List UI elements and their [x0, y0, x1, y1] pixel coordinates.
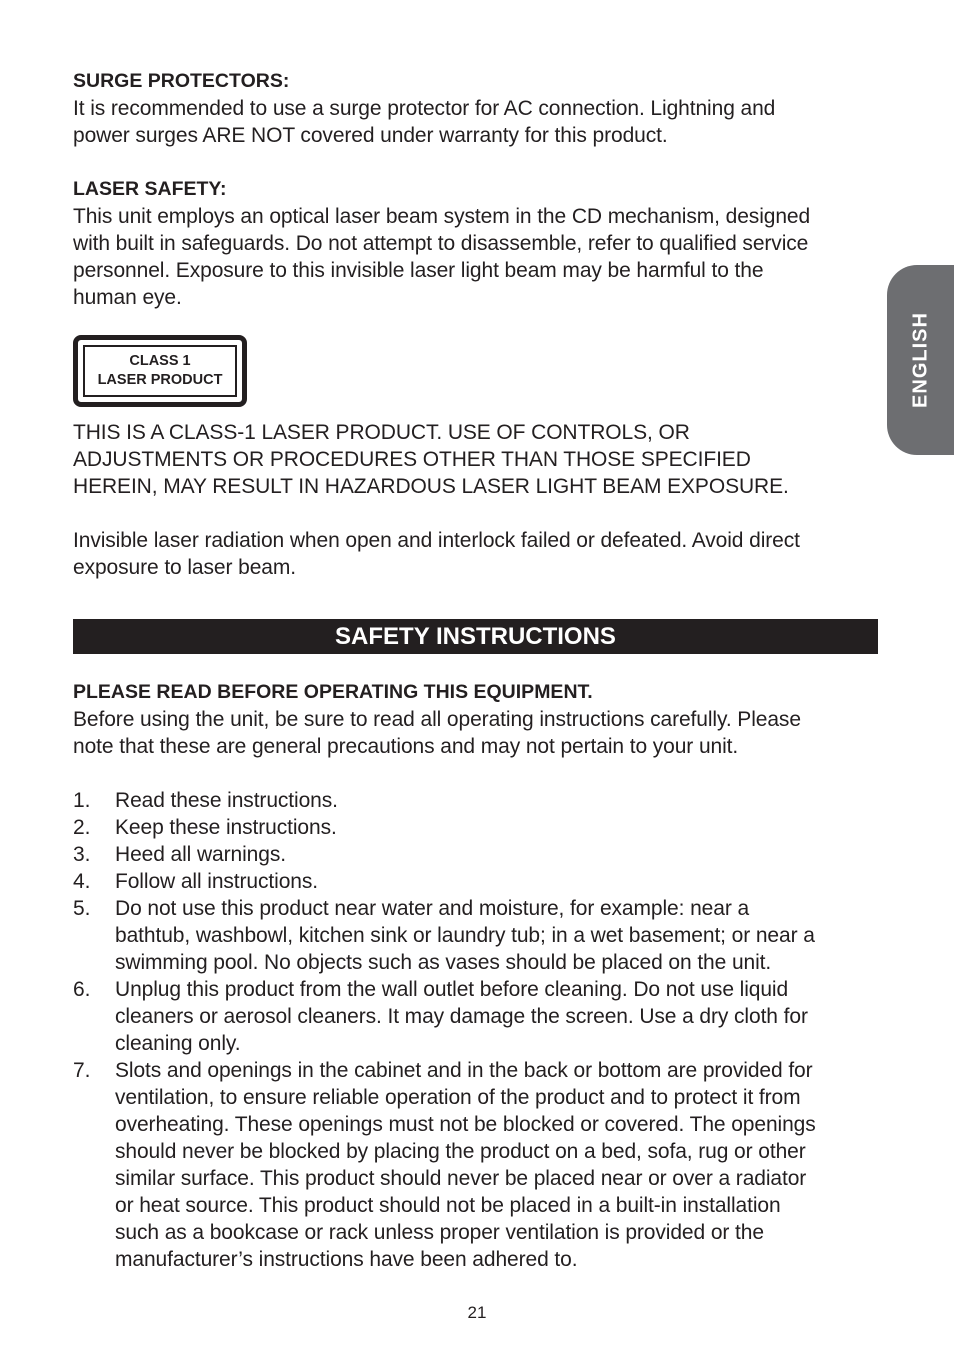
list-item-text: Read these instructions. — [115, 789, 338, 812]
list-item-text: Follow all instructions. — [115, 870, 319, 893]
document-body — [73, 68, 878, 1273]
laser-safety-heading: LASER SAFETY: — [73, 178, 227, 200]
list-item-text: cleaning only. — [115, 1032, 241, 1055]
list-item — [73, 814, 878, 841]
safety-instructions-list — [73, 787, 878, 1273]
class-1-laser-label — [73, 335, 247, 407]
list-item-text: cleaners or aerosol cleaners. It may damage the screen. Use a dry cloth for — [115, 1005, 808, 1028]
laser-warning-line: HEREIN, MAY RESULT IN HAZARDOUS LASER LIGHT BEAM EXPOSURE. — [73, 475, 789, 498]
list-item — [73, 1057, 878, 1273]
please-read-heading: PLEASE READ BEFORE OPERATING THIS EQUIPMENT. — [73, 681, 593, 703]
laser-safety-line: human eye. — [73, 286, 182, 309]
language-tab-label: ENGLISH — [909, 312, 931, 408]
list-item-text: Heed all warnings. — [115, 843, 286, 866]
list-item — [73, 868, 878, 895]
safety-instructions-bar — [73, 619, 878, 654]
laser-label-class: CLASS 1 — [129, 353, 191, 369]
laser-warning-line: ADJUSTMENTS OR PROCEDURES OTHER THAN THOSE SPECIFIED — [73, 448, 751, 471]
laser-radiation-line: exposure to laser beam. — [73, 556, 296, 579]
laser-radiation-line: Invisible laser radiation when open and interlock failed or defeated. Avoid direct — [73, 529, 800, 552]
list-item — [73, 787, 878, 814]
list-item-number: 1. — [73, 789, 91, 812]
list-item-text: should never be blocked by placing the product on a bed, sofa, rug or other — [115, 1140, 806, 1163]
list-item-number: 4. — [73, 870, 91, 893]
safety-instructions-title: SAFETY INSTRUCTIONS — [335, 622, 616, 650]
list-item-text: manufacturer’s instructions have been adhered to. — [115, 1248, 578, 1271]
list-item-number: 6. — [73, 978, 91, 1001]
safety-intro-line: note that these are general precautions and may not pertain to your unit. — [73, 735, 739, 758]
list-item-text: similar surface. This product should never be placed near or over a radiator — [115, 1167, 807, 1190]
page-number: 21 — [467, 1303, 487, 1322]
laser-safety-line: with built in safeguards. Do not attempt to disassemble, refer to qualified service — [73, 232, 809, 255]
list-item — [73, 895, 878, 976]
list-item-number: 3. — [73, 843, 91, 866]
laser-warning-line: THIS IS A CLASS-1 LASER PRODUCT. USE OF CONTROLS, OR — [73, 421, 690, 444]
surge-protectors-line: It is recommended to use a surge protector for AC connection. Lightning and — [73, 97, 776, 120]
list-item — [73, 976, 878, 1057]
safety-intro-line: Before using the unit, be sure to read all operating instructions carefully. Please — [73, 708, 801, 731]
list-item-text: Slots and openings in the cabinet and in the back or bottom are provided for — [115, 1059, 813, 1082]
list-item-text: swimming pool. No objects such as vases should be placed on the unit. — [115, 951, 772, 974]
list-item-text: Keep these instructions. — [115, 816, 337, 839]
list-item-text: ventilation, to ensure reliable operation of the product and to protect it from — [115, 1086, 801, 1109]
language-tab — [887, 265, 954, 455]
list-item — [73, 841, 878, 868]
list-item-text: overheating. These openings must not be blocked or covered. The openings — [115, 1113, 816, 1136]
list-item-number: 7. — [73, 1059, 91, 1082]
list-item-text: bathtub, washbowl, kitchen sink or laundry tub; in a wet basement; or near a — [115, 924, 815, 947]
laser-safety-line: This unit employs an optical laser beam system in the CD mechanism, designed — [73, 205, 811, 228]
list-item-number: 5. — [73, 897, 91, 920]
list-item-text: Do not use this product near water and moisture, for example: near a — [115, 897, 750, 920]
list-item-text: Unplug this product from the wall outlet before cleaning. Do not use liquid — [115, 978, 789, 1001]
list-item-text: or heat source. This product should not be placed in a built-in installation — [115, 1194, 781, 1217]
laser-safety-line: personnel. Exposure to this invisible laser light beam may be harmful to the — [73, 259, 764, 282]
laser-label-product: LASER PRODUCT — [97, 372, 223, 388]
surge-protectors-line: power surges ARE NOT covered under warranty for this product. — [73, 124, 668, 147]
surge-protectors-heading: SURGE PROTECTORS: — [73, 70, 290, 92]
list-item-text: such as a bookcase or rack unless proper ventilation is provided or the — [115, 1221, 764, 1244]
list-item-number: 2. — [73, 816, 91, 839]
